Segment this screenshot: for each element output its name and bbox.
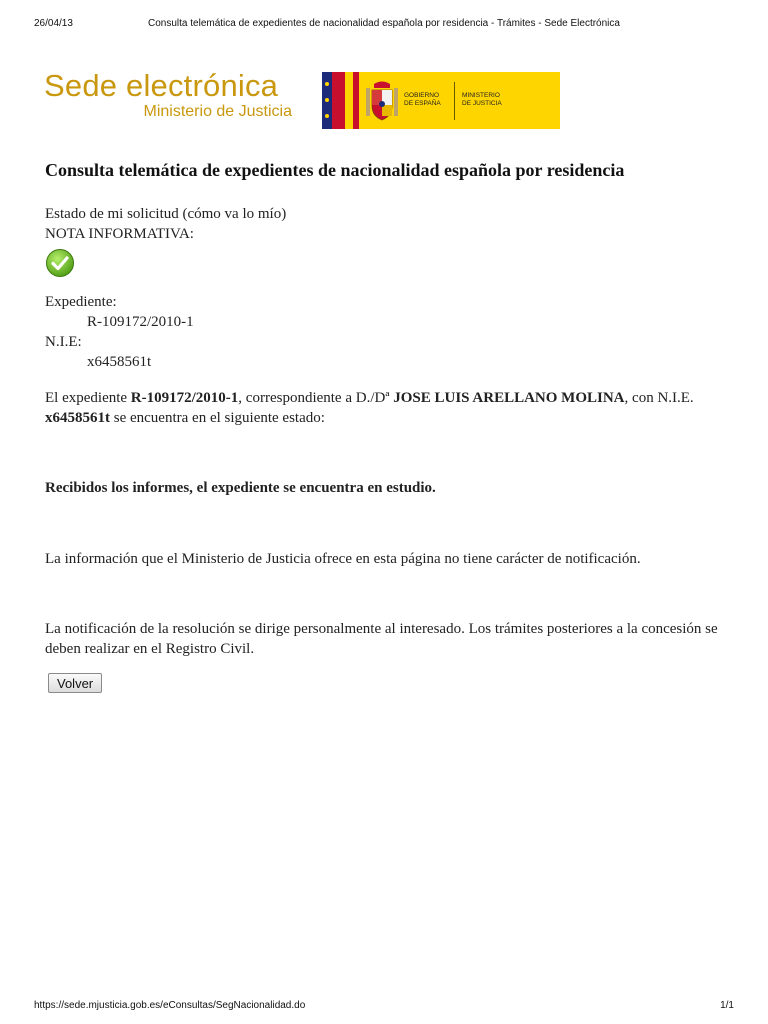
ministerio-label (462, 92, 552, 108)
sentence-part: , con N.I.E. (624, 390, 694, 406)
estado-label: Estado de mi solicitud (cómo va lo mío) (45, 206, 287, 222)
ministerio-line2: DE JUSTICIA (462, 100, 502, 107)
print-date: 26/04/13 (34, 18, 73, 29)
flag-stripe-yellow (345, 72, 353, 129)
government-logo-banner[interactable] (322, 72, 560, 129)
banner-divider (454, 82, 455, 120)
expediente-value: R-109172/2010-1 (87, 314, 194, 330)
sentence-expediente: R-109172/2010-1 (130, 390, 239, 406)
nie-label: N.I.E: (45, 334, 82, 350)
sentence-part: El expediente (45, 390, 131, 406)
notification-text: La notificación de la resolución se dirige personalmente al interesado. Los trámites posteriores a la concesión se deben realizar en el Registro Civil. (45, 621, 718, 657)
eu-star-icon (325, 98, 329, 102)
eu-star-icon (325, 114, 329, 118)
sentence-part: se encuentra en el siguiente estado: (110, 410, 325, 426)
sentence-name: JOSE LUIS ARELLANO MOLINA (393, 390, 625, 406)
print-title: Consulta telemática de expedientes de nacionalidad española por residencia - Trámites - Sede Electrónica (148, 18, 620, 29)
info-text: La información que el Ministerio de Justicia ofrece en esta página no tiene carácter de notificación. (45, 551, 641, 567)
status-sentence (45, 388, 735, 428)
page-title: Consulta telemática de expedientes de nacionalidad española por residencia (45, 160, 625, 180)
page-url: https://sede.mjusticia.gob.es/eConsultas/SegNacionalidad.do (34, 1000, 306, 1011)
brand-title: Sede electrónica (44, 68, 279, 103)
nota-label: NOTA INFORMATIVA: (45, 226, 194, 242)
eu-star-icon (325, 82, 329, 86)
print-header (34, 18, 734, 32)
ministerio-line1: MINISTERIO (462, 92, 500, 99)
brand-subtitle: Ministerio de Justicia (143, 103, 292, 120)
main-content (45, 158, 735, 694)
flag-stripe-red (353, 72, 359, 129)
flag-stripe-red (332, 72, 345, 129)
coat-of-arms-icon (364, 80, 400, 122)
gobierno-label (404, 92, 452, 108)
status-text: Recibidos los informes, el expediente se encuentra en estudio. (45, 480, 436, 496)
site-brand[interactable] (44, 70, 294, 122)
sentence-part: , correspondiente a D./Dª (238, 390, 394, 406)
gobierno-line1: GOBIERNO (404, 92, 440, 99)
back-button[interactable]: Volver (48, 673, 102, 693)
page-number: 1/1 (720, 1000, 734, 1011)
sentence-nie: x6458561t (45, 410, 110, 426)
expediente-label: Expediente: (45, 294, 117, 310)
gobierno-line2: DE ESPAÑA (404, 100, 441, 107)
nie-value: x6458561t (87, 354, 152, 370)
print-footer (34, 1000, 734, 1014)
check-icon (45, 248, 75, 278)
